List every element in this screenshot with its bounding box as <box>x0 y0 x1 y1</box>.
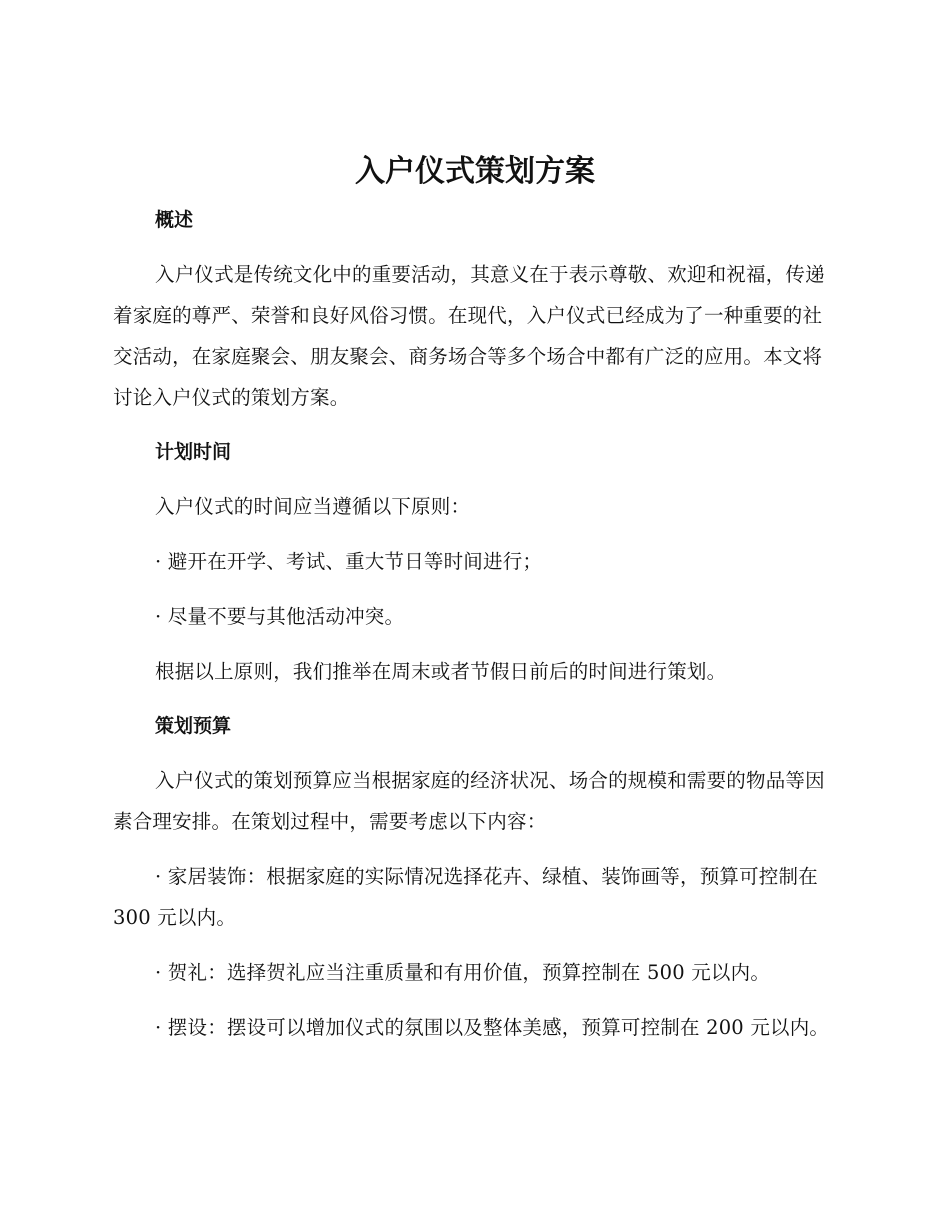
overview-paragraph: 入户仪式是传统文化中的重要活动，其意义在于表示尊敬、欢迎和祝福，传递着家庭的尊严、荣誉和良好风俗习惯。在现代，入户仪式已经成为了一种重要的社交活动，在家庭聚会、朋友聚会、商务场合等多个场合中都有广泛的应用。本文将讨论入户仪式的策划方案。 <box>113 263 825 409</box>
section-heading-budget: 策划预算 <box>155 715 232 737</box>
budget-item: · 贺礼：选择贺礼应当注重质量和有用价值，预算控制在 500 元以内。 <box>155 961 771 984</box>
schedule-conclusion: 根据以上原则，我们推举在周末或者节假日前后的时间进行策划。 <box>155 660 727 683</box>
section-heading-overview: 概述 <box>155 209 194 231</box>
schedule-intro: 入户仪式的时间应当遵循以下原则： <box>155 495 471 518</box>
document-body <box>113 200 837 1048</box>
budget-item: · 摆设：摆设可以增加仪式的氛围以及整体美感，预算可控制在 200 元以内。 <box>155 1016 830 1039</box>
document-title: 入户仪式策划方案 <box>355 154 595 189</box>
schedule-item: · 尽量不要与其他活动冲突。 <box>155 605 405 628</box>
budget-item: · 家居装饰：根据家庭的实际情况选择花卉、绿植、装饰画等，预算可控制在 300 元以内。 <box>113 865 818 929</box>
budget-intro: 入户仪式的策划预算应当根据家庭的经济状况、场合的规模和需要的物品等因素合理安排。在策划过程中，需要考虑以下内容： <box>113 769 825 833</box>
schedule-item: · 避开在开学、考试、重大节日等时间进行； <box>155 550 543 573</box>
section-heading-schedule: 计划时间 <box>155 441 232 463</box>
